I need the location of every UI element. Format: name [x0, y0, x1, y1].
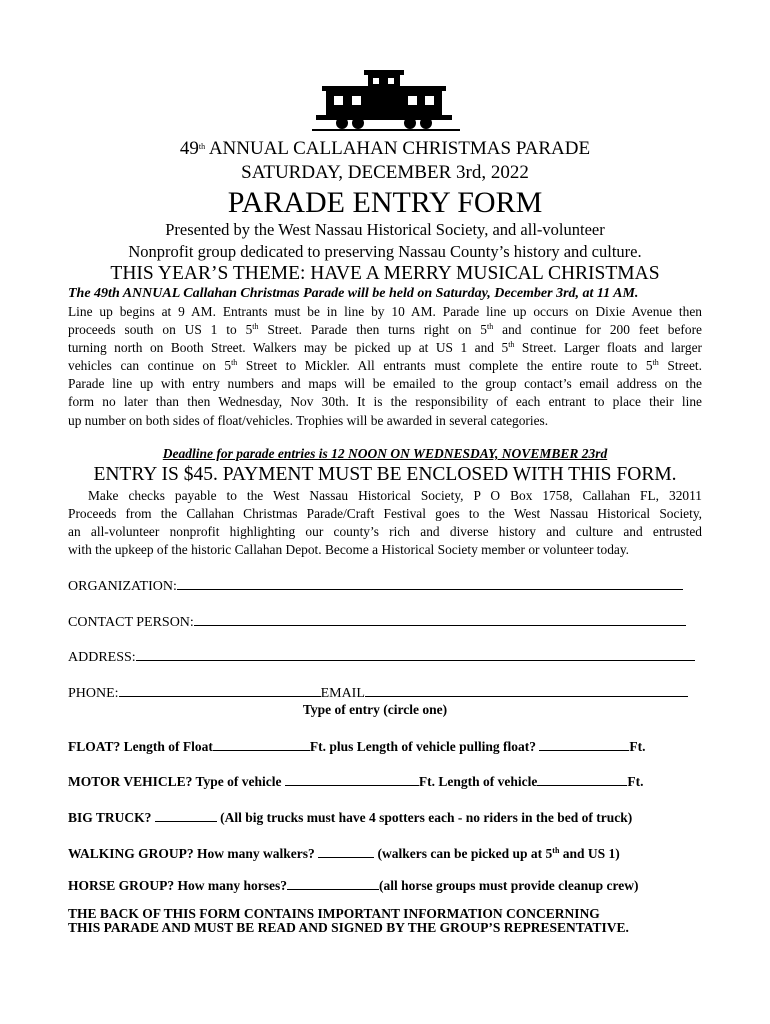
horse-group-option[interactable]: HORSE GROUP? How many horses? — [68, 878, 288, 893]
parade-announcement: The 49th ANNUAL Callahan Christmas Parade will be held on Saturday, December 3rd, at 11 AM. — [68, 286, 639, 301]
phone-field[interactable] — [119, 683, 321, 697]
organization-label: ORGANIZATION: — [68, 579, 177, 594]
theme-line: THIS YEAR’S THEME: HAVE A MERRY MUSICAL CHRISTMAS — [110, 263, 660, 284]
deadline-notice: Deadline for parade entries is 12 NOON ON WEDNESDAY, NOVEMBER 23rd — [162, 446, 608, 461]
motor-vehicle-option[interactable]: MOTOR VEHICLE? Type of vehicle — [68, 774, 285, 789]
phone-email-row — [68, 683, 688, 703]
vehicle-length-field[interactable] — [537, 772, 627, 786]
horse-group-row — [68, 876, 639, 895]
entry-type-heading: Type of entry (circle one) — [302, 702, 448, 717]
payment-line: an all-volunteer nonprofit highlighting our county’s rich and diverse history and culture and entrusted — [68, 524, 702, 540]
entry-fee-notice: ENTRY IS $45. PAYMENT MUST BE ENCLOSED WITH THIS FORM. — [93, 464, 677, 485]
contact-person-field[interactable] — [194, 612, 686, 626]
horse-group-note: (all horse groups must provide cleanup crew) — [379, 878, 639, 893]
big-truck-note: (All big trucks must have 4 spotters each - no riders in the bed of truck) — [216, 810, 633, 825]
caboose-train-icon — [312, 68, 460, 132]
vehicle-type-field[interactable] — [285, 772, 419, 786]
float-length-field[interactable] — [213, 737, 310, 751]
presented-by-line-2: Nonprofit group dedicated to preserving Nassau County’s history and culture. — [128, 242, 642, 261]
walking-group-option[interactable]: WALKING GROUP? How many walkers? — [68, 846, 319, 861]
contact-person-row — [68, 612, 686, 632]
phone-label: PHONE: — [68, 686, 119, 701]
vehicle-unit: Ft. — [627, 774, 644, 789]
payment-line: Make checks payable to the West Nassau Historical Society, P O Box 1758, Callahan FL, 32011 — [88, 488, 702, 503]
details-line: Line up begins at 9 AM. Entrants must be in line by 10 AM. Parade line up occurs on Dixie Avenue then — [68, 304, 702, 319]
notice-line-1: THE BACK OF THIS FORM CONTAINS IMPORTANT INFORMATION CONCERNING — [68, 906, 600, 921]
big-truck-option[interactable]: BIG TRUCK? — [68, 810, 155, 825]
vehicle-length-label: Ft. Length of vehicle — [418, 774, 538, 789]
back-of-form-notice — [68, 907, 629, 935]
walking-group-note-sup: th — [552, 846, 560, 855]
payment-line: Proceeds from the Callahan Christmas Parade/Craft Festival goes to the West Nassau Historical Society, — [68, 506, 702, 522]
presented-by-line-1: Presented by the West Nassau Historical Society, and all-volunteer — [165, 220, 605, 239]
payment-line: with the upkeep of the historic Callahan Depot. Become a Historical Society member or volunteer today. — [68, 542, 630, 558]
horses-count-field[interactable] — [287, 876, 379, 890]
page-title: PARADE ENTRY FORM — [227, 186, 543, 219]
email-field[interactable] — [365, 683, 688, 697]
details-line: up number on both sides of float/vehicles. Trophies will be awarded in several categories. — [68, 412, 549, 428]
walking-group-row — [68, 844, 620, 863]
details-line: turning north on Booth Street. Walkers may be picked up at US 1 and 5th Street. Larger floats and larger — [68, 340, 702, 356]
details-line: Parade line up with entry numbers and maps will be emailed to the group contact’s email address on the — [68, 376, 702, 392]
contact-person-label: CONTACT PERSON: — [68, 615, 194, 630]
big-truck-field[interactable] — [155, 808, 217, 822]
details-line: vehicles can continue on 5th Street to Mickler. All entrants must complete the entire route to 5th Street. — [68, 358, 702, 374]
address-row — [68, 647, 695, 667]
parade-date: SATURDAY, DECEMBER 3rd, 2022 — [241, 162, 529, 183]
email-label: EMAIL — [320, 686, 365, 701]
payment-info — [68, 487, 702, 559]
float-unit: Ft. — [629, 739, 646, 754]
details-line: proceeds south on US 1 to 5th Street. Parade then turns right on 5th and continue for 200 feet before — [68, 322, 702, 338]
float-vehicle-label: Ft. plus Length of vehicle pulling float? — [309, 739, 540, 754]
walking-group-note-end: and US 1) — [559, 846, 620, 861]
notice-line-2: THIS PARADE AND MUST BE READ AND SIGNED BY THE GROUP’S REPRESENTATIVE. — [68, 920, 629, 935]
float-row — [68, 737, 646, 756]
float-vehicle-length-field[interactable] — [539, 737, 629, 751]
lineup-details — [68, 303, 702, 430]
walking-group-note: (walkers can be picked up at 5 — [374, 846, 553, 861]
float-option[interactable]: FLOAT? Length of Float — [68, 739, 213, 754]
big-truck-row — [68, 808, 632, 827]
parade-anniversary-heading: 49th ANNUAL CALLAHAN CHRISTMAS PARADE — [179, 138, 591, 159]
motor-vehicle-row — [68, 772, 644, 791]
walkers-count-field[interactable] — [318, 844, 374, 858]
address-label: ADDRESS: — [68, 650, 136, 665]
details-line: form no later than then Wednesday, Nov 30th. It is the responsibility of each entrant to place their line — [68, 394, 702, 410]
address-field[interactable] — [136, 647, 695, 661]
organization-field[interactable] — [177, 576, 683, 590]
organization-row — [68, 576, 683, 596]
